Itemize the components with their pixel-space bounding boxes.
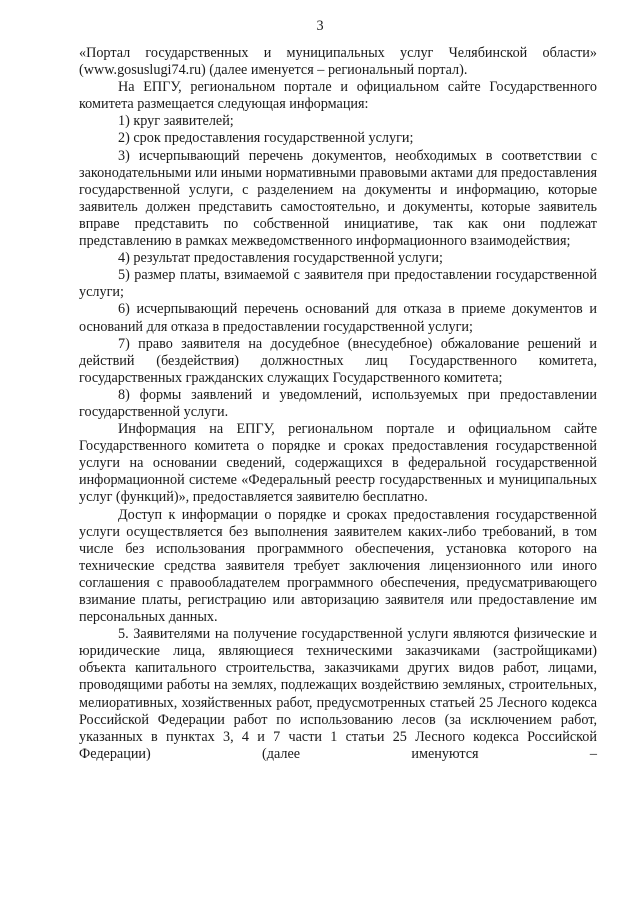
paragraph: Информация на ЕПГУ, региональном портале и официальном сайте Государственного комитета о порядке и сроках предоставления государственной услуги на основании сведений, содержащихся в федеральной государственной информационной системе «Федеральный реестр государственных и муниципальных услуг (функций)», предоставляется заявителю бесплатно. [79, 421, 597, 506]
paragraph: 2) срок предоставления государственной услуги; [118, 130, 414, 147]
page-number: 3 [316, 18, 324, 34]
document-body [79, 45, 597, 763]
paragraph: 3) исчерпывающий перечень документов, необходимых в соответствии с законодательными или иными нормативными правовыми актами для предоставления государственной услуги, с разделением на документы и информацию, которые заявитель должен представить самостоятельно, и документы, которые заявитель вправе представить по собственной инициативе, так как они подлежат представлению в рамках межведомственного информационного взаимодействия; [79, 147, 597, 250]
paragraph: 6) исчерпывающий перечень оснований для отказа в приеме документов и оснований для отказа в предоставлении государственной услуги; [79, 301, 597, 335]
paragraph: 8) формы заявлений и уведомлений, используемых при предоставлении государственной услуги. [79, 386, 597, 420]
paragraph: 5) размер платы, взимаемой с заявителя при предоставлении государственной услуги; [79, 267, 597, 301]
paragraph: 7) право заявителя на досудебное (внесудебное) обжалование решений и действий (бездействия) должностных лиц Государственного комитета, государственных гражданских служащих Государственного комитета; [79, 335, 597, 386]
paragraph: На ЕПГУ, региональном портале и официальном сайте Государственного комитета размещается следующая информация: [79, 79, 597, 113]
paragraph: «Портал государственных и муниципальных услуг Челябинской области» (www.gosuslugi74.ru) (далее именуется – региональный портал). [79, 45, 597, 79]
paragraph: 4) результат предоставления государственной услуги; [118, 250, 443, 267]
paragraph: 1) круг заявителей; [118, 113, 234, 130]
paragraph: Доступ к информации о порядке и сроках предоставления государственной услуги осуществляется без выполнения заявителем каких-либо требований, в том числе без использования программного обеспечения, установка которого на технические средства заявителя требует заключения лицензионного или иного соглашения с правообладателем программного обеспечения, предусматривающего взимание платы, регистрацию или авторизацию заявителя или предоставление им персональных данных. [79, 506, 597, 626]
paragraph: 5. Заявителями на получение государственной услуги являются физические и юридические лица, являющиеся техническими заказчиками (застройщиками) объекта капитального строительства, заказчиками других видов работ, лицами, проводящими работы на землях, подлежащих воздействию земляных, строительных, мелиоративных, хозяйственных работ, предусмотренных статьей 25 Лесного кодекса Российской Федерации работ по использованию лесов (за исключением работ, указанных в пунктах 3, 4 и 7 части 1 статьи 25 Лесного кодекса Российской Федерации) (далее именуются – [79, 626, 597, 762]
